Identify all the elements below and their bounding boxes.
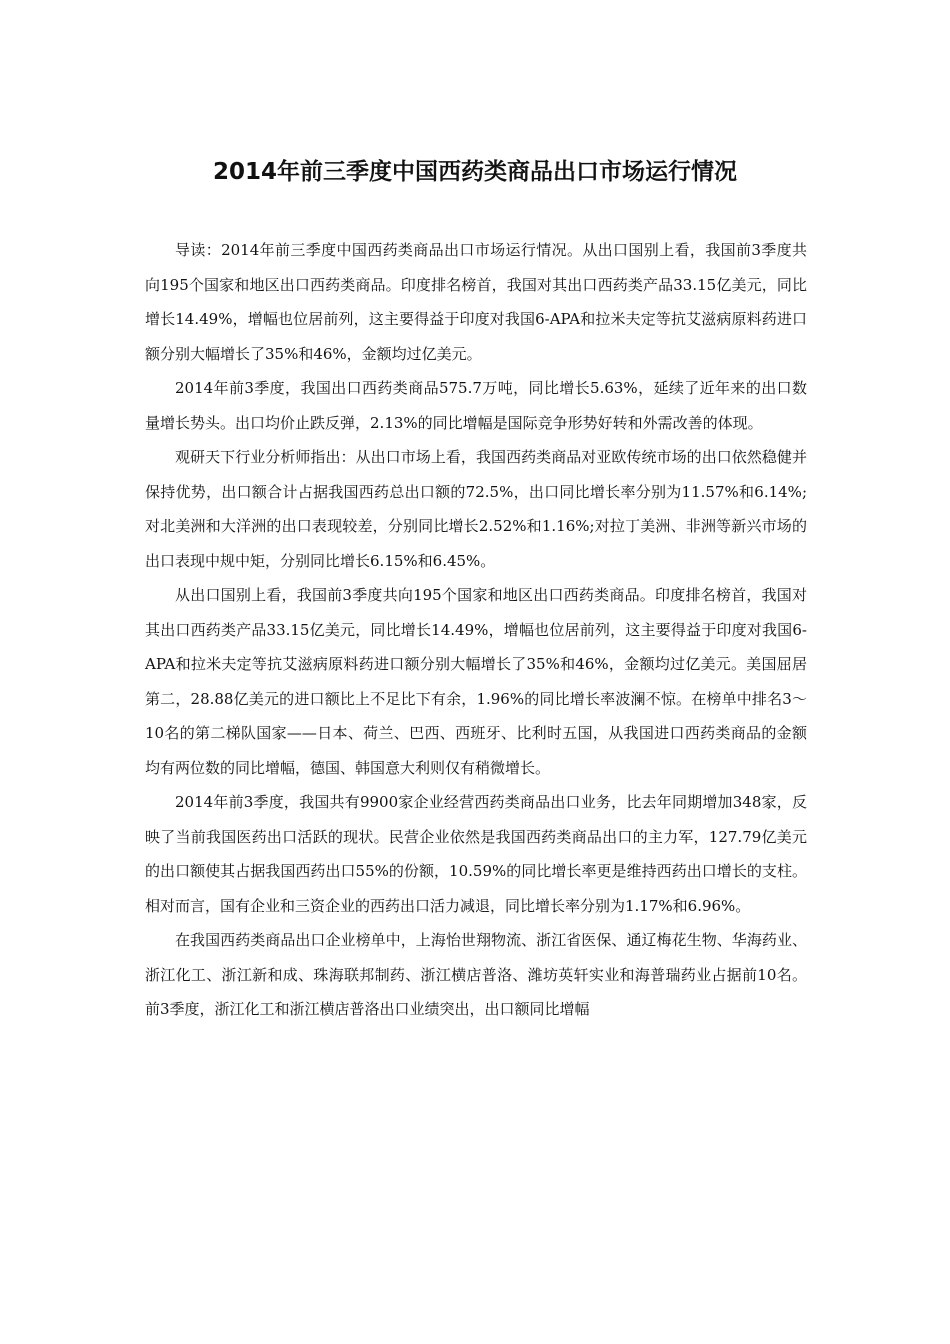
paragraph-top-companies: 在我国西药类商品出口企业榜单中，上海怡世翔物流、浙江省医保、通辽梅花生物、华海药业、浙江化工、浙江新和成、珠海联邦制药、浙江横店普洛、潍坊英轩实业和海普瑞药业占据前10名。前3季度，浙江化工和浙江横店普洛出口业绩突出，出口额同比增幅	[145, 931, 807, 1018]
paragraph-export-volume: 2014年前3季度，我国出口西药类商品575.7万吨，同比增长5.63%，延续了近年来的出口数量增长势头。出口均价止跌反弹，2.13%的同比增幅是国际竞争形势好转和外需改善的体现。	[145, 379, 807, 432]
paragraph-export-enterprises: 2014年前3季度，我国共有9900家企业经营西药类商品出口业务，比去年同期增加348家，反映了当前我国医药出口活跃的现状。民营企业依然是我国西药类商品出口的主力军，127.79亿美元的出口额使其占据我国西药出口55%的份额，10.59%的同比增长率更是维持西药出口增长的支柱。相对而言，国有企业和三资企业的西药出口活力减退，同比增长率分别为1.17%和6.96%。	[145, 793, 807, 915]
document-title: 2014年前三季度中国西药类商品出口市场运行情况	[212, 159, 737, 185]
paragraph-export-markets: 观研天下行业分析师指出：从出口市场上看，我国西药类商品对亚欧传统市场的出口依然稳健并保持优势，出口额合计占据我国西药总出口额的72.5%，出口同比增长率分别为11.57%和6.14%;对北美洲和大洋洲的出口表现较差，分别同比增长2.52%和1.16%;对拉丁美洲、非洲等新兴市场的出口表现中规中矩，分别同比增长6.15%和6.45%。	[145, 448, 807, 570]
paragraph-intro: 导读：2014年前三季度中国西药类商品出口市场运行情况。从出口国别上看，我国前3季度共向195个国家和地区出口西药类商品。印度排名榜首，我国对其出口西药类产品33.15亿美元，同比增长14.49%，增幅也位居前列，这主要得益于印度对我国6-APA和拉米夫定等抗艾滋病原料药进口额分别大幅增长了35%和46%，金额均过亿美元。	[145, 241, 807, 363]
paragraph-export-countries: 从出口国别上看，我国前3季度共向195个国家和地区出口西药类商品。印度排名榜首，我国对其出口西药类产品33.15亿美元，同比增长14.49%，增幅也位居前列，这主要得益于印度对我国6-APA和拉米夫定等抗艾滋病原料药进口额分别大幅增长了35%和46%，金额均过亿美元。美国屈居第二，28.88亿美元的进口额比上不足比下有余，1.96%的同比增长率波澜不惊。在榜单中排名3～10名的第二梯队国家——日本、荷兰、巴西、西班牙、比利时五国，从我国进口西药类商品的金额均有两位数的同比增幅，德国、韩国意大利则仅有稍微增长。	[145, 586, 807, 777]
document-body	[145, 233, 807, 1027]
